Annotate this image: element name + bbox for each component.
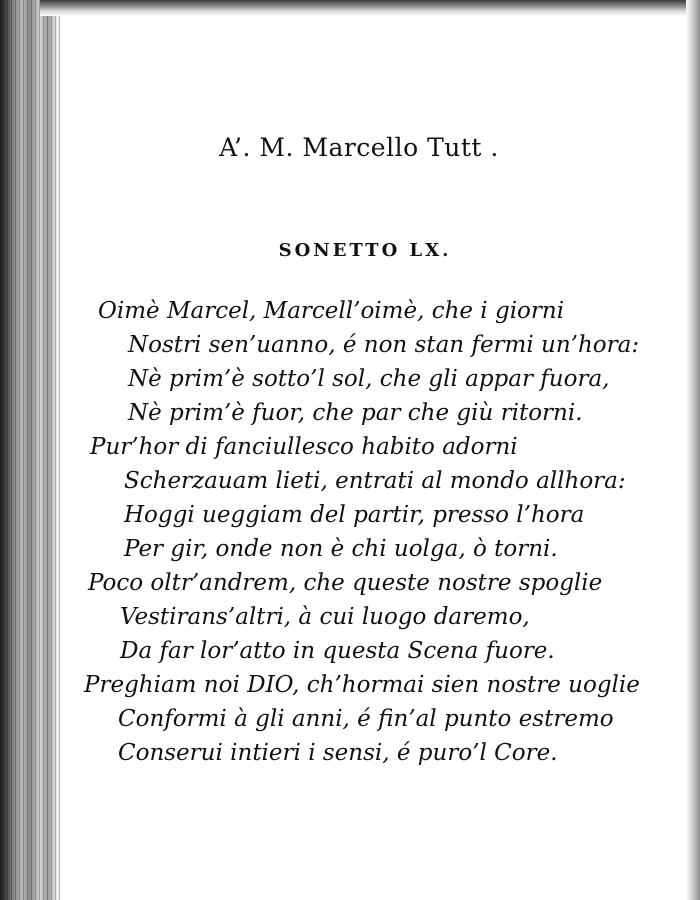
poem-line: Da far lor’atto in questa Scena fuore. (120, 638, 555, 664)
top-page-edge (40, 0, 700, 16)
poem-line: Poco oltr’andrem, che queste nostre spoglie (88, 570, 603, 596)
poem-line: Conformi à gli anni, é fin’al punto estremo (118, 706, 614, 732)
sonnet-title: SONETTO LX. (278, 240, 452, 261)
poem-line: Nè prim’è sotto’l sol, che gli appar fuora, (128, 366, 610, 392)
poem-line: Nè prim’è fuor, che par che giù ritorni. (128, 400, 583, 426)
poem-line: Conserui intieri i sensi, é puro’l Core. (118, 740, 558, 766)
poem-line: Vestirans’altri, à cui luogo daremo, (120, 604, 530, 630)
page-header: A’. M. Marcello Tutt . (219, 133, 499, 162)
poem-line: Scherzauam lieti, entrati al mondo allhora: (124, 468, 626, 494)
poem-line: Pur’hor di fanciullesco habito adorni (90, 434, 518, 460)
poem-line: Preghiam noi DIO, ch’hormai sien nostre uoglie (84, 672, 640, 698)
poem-line: Nostri sen’uanno, é non stan fermi un’hora: (128, 332, 640, 358)
poem-line: Oimè Marcel, Marcell’oimè, che i giorni (98, 298, 565, 324)
poem-line: Hoggi ueggiam del partir, presso l’hora (124, 502, 585, 528)
poem-line: Per gir, onde non è chi uolga, ò torni. (124, 536, 558, 562)
